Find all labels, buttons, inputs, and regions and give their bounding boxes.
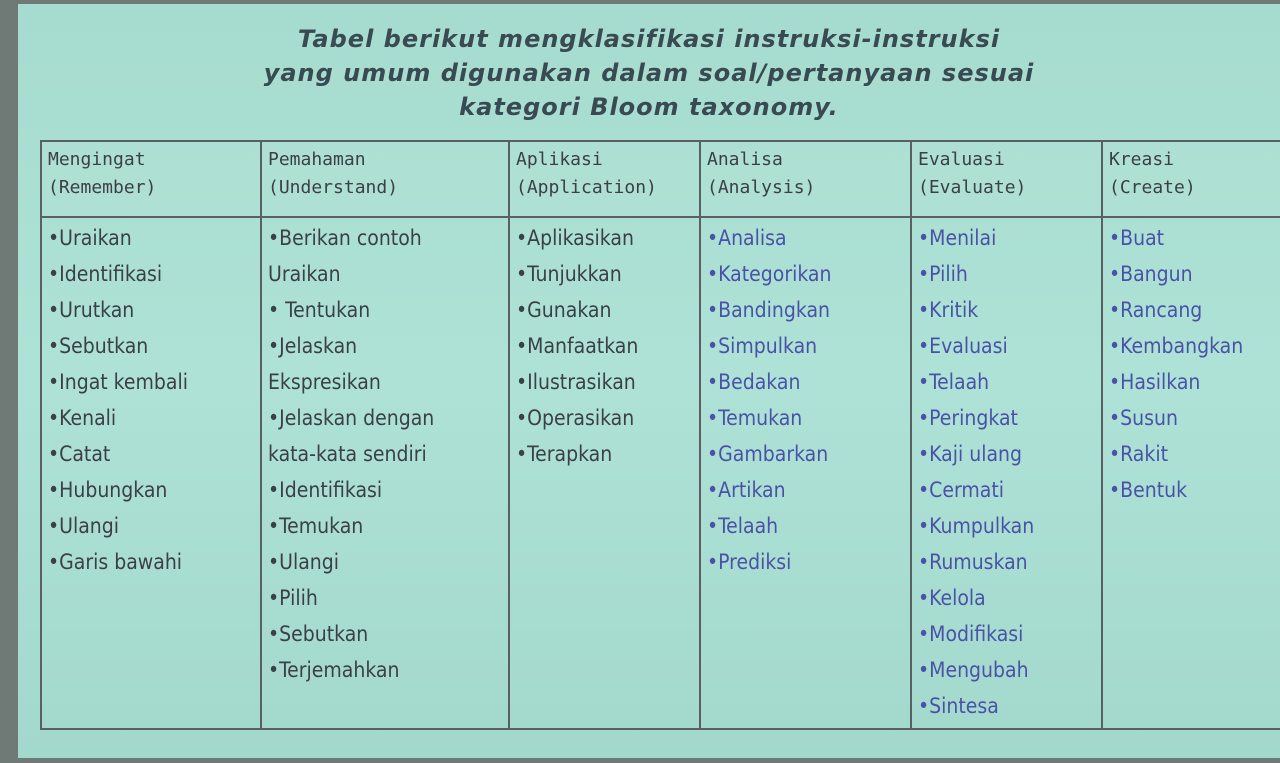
header-sublabel: (Understand) — [268, 177, 399, 198]
list-item: •Cermati — [918, 478, 1004, 502]
header-application — [509, 141, 700, 217]
list-item: •Kaji ulang — [918, 442, 1023, 466]
list-item: •Operasikan — [516, 406, 635, 430]
list-item: Ekspresikan — [268, 370, 381, 394]
list-item: •Artikan — [707, 478, 786, 502]
list-item: •Kelola — [918, 586, 986, 610]
list-item: •Sebutkan — [268, 622, 369, 646]
list-item: •Kritik — [918, 298, 979, 322]
list-item: •Ingat kembali — [48, 370, 188, 394]
list-item: •Catat — [48, 442, 111, 466]
header-sublabel: (Analysis) — [707, 177, 816, 198]
list-item: •Kategorikan — [707, 262, 832, 286]
title-line-2: yang umum digunakan dalam soal/pertanyaan sesuai — [263, 59, 1035, 87]
table-body-row — [41, 217, 1280, 729]
list-item: •Bedakan — [707, 370, 801, 394]
title-line-3: kategori Bloom taxonomy. — [459, 93, 839, 121]
item-list — [707, 220, 904, 580]
list-item: •Garis bawahi — [48, 550, 183, 574]
column-application — [509, 217, 700, 729]
list-item: •Hasilkan — [1109, 370, 1201, 394]
list-item: •Gunakan — [516, 298, 612, 322]
list-item: •Mengubah — [918, 658, 1029, 682]
column-understand — [261, 217, 509, 729]
slide-title — [18, 22, 1280, 124]
bloom-taxonomy-table — [40, 140, 1280, 730]
list-item: •Buat — [1109, 226, 1165, 250]
list-item: •Menilai — [918, 226, 997, 250]
column-evaluate — [911, 217, 1102, 729]
list-item: •Bangun — [1109, 262, 1193, 286]
list-item: •Berikan contoh — [268, 226, 422, 250]
header-label: Kreasi — [1109, 149, 1175, 170]
column-remember — [41, 217, 261, 729]
list-item: •Modifikasi — [918, 622, 1024, 646]
item-list — [918, 220, 1095, 724]
list-item: •Ulangi — [268, 550, 340, 574]
list-item: •Tunjukkan — [516, 262, 622, 286]
list-item: •Telaah — [707, 514, 779, 538]
list-item: •Terapkan — [516, 442, 613, 466]
list-item: •Analisa — [707, 226, 787, 250]
list-item: •Susun — [1109, 406, 1178, 430]
item-list — [48, 220, 254, 580]
list-item: •Identifikasi — [48, 262, 163, 286]
header-label: Aplikasi — [516, 149, 603, 170]
header-understand — [261, 141, 509, 217]
header-analysis — [700, 141, 911, 217]
list-item: •Sintesa — [918, 694, 999, 718]
header-create — [1102, 141, 1280, 217]
header-label: Evaluasi — [918, 149, 1005, 170]
list-item: •Pilih — [918, 262, 968, 286]
list-item: kata-kata sendiri — [268, 442, 427, 466]
list-item: • Tentukan — [268, 298, 371, 322]
list-item: •Kembangkan — [1109, 334, 1244, 358]
title-line-1: Tabel berikut mengklasifikasi instruksi-instruksi — [297, 25, 1001, 53]
list-item: •Prediksi — [707, 550, 792, 574]
list-item: •Simpulkan — [707, 334, 818, 358]
list-item: •Peringkat — [918, 406, 1018, 430]
column-create — [1102, 217, 1280, 729]
list-item: •Pilih — [268, 586, 318, 610]
list-item: •Temukan — [268, 514, 364, 538]
list-item: •Manfaatkan — [516, 334, 639, 358]
list-item: •Rancang — [1109, 298, 1203, 322]
list-item: •Urutkan — [48, 298, 135, 322]
list-item: •Jelaskan — [268, 334, 358, 358]
list-item: •Ilustrasikan — [516, 370, 636, 394]
list-item: •Bentuk — [1109, 478, 1188, 502]
list-item: •Hubungkan — [48, 478, 168, 502]
list-item: •Rakit — [1109, 442, 1168, 466]
projected-slide — [18, 4, 1280, 758]
header-label: Analisa — [707, 149, 783, 170]
header-sublabel: (Application) — [516, 177, 657, 198]
list-item: •Telaah — [918, 370, 990, 394]
item-list — [516, 220, 693, 472]
list-item: •Identifikasi — [268, 478, 383, 502]
list-item: Uraikan — [268, 262, 341, 286]
header-sublabel: (Evaluate) — [918, 177, 1027, 198]
item-list — [268, 220, 502, 688]
list-item: •Jelaskan dengan — [268, 406, 435, 430]
header-label: Mengingat — [48, 149, 146, 170]
header-label: Pemahaman — [268, 149, 366, 170]
header-remember — [41, 141, 261, 217]
item-list — [1109, 220, 1280, 508]
header-sublabel: (Remember) — [48, 177, 157, 198]
list-item: •Kenali — [48, 406, 117, 430]
list-item: •Rumuskan — [918, 550, 1028, 574]
header-evaluate — [911, 141, 1102, 217]
list-item: •Uraikan — [48, 226, 132, 250]
list-item: •Evaluasi — [918, 334, 1008, 358]
list-item: •Temukan — [707, 406, 803, 430]
list-item: •Kumpulkan — [918, 514, 1035, 538]
list-item: •Bandingkan — [707, 298, 831, 322]
header-sublabel: (Create) — [1109, 177, 1196, 198]
list-item: •Terjemahkan — [268, 658, 400, 682]
table-header-row — [41, 141, 1280, 217]
list-item: •Aplikasikan — [516, 226, 634, 250]
list-item: •Gambarkan — [707, 442, 829, 466]
list-item: •Ulangi — [48, 514, 120, 538]
column-analysis — [700, 217, 911, 729]
list-item: •Sebutkan — [48, 334, 149, 358]
